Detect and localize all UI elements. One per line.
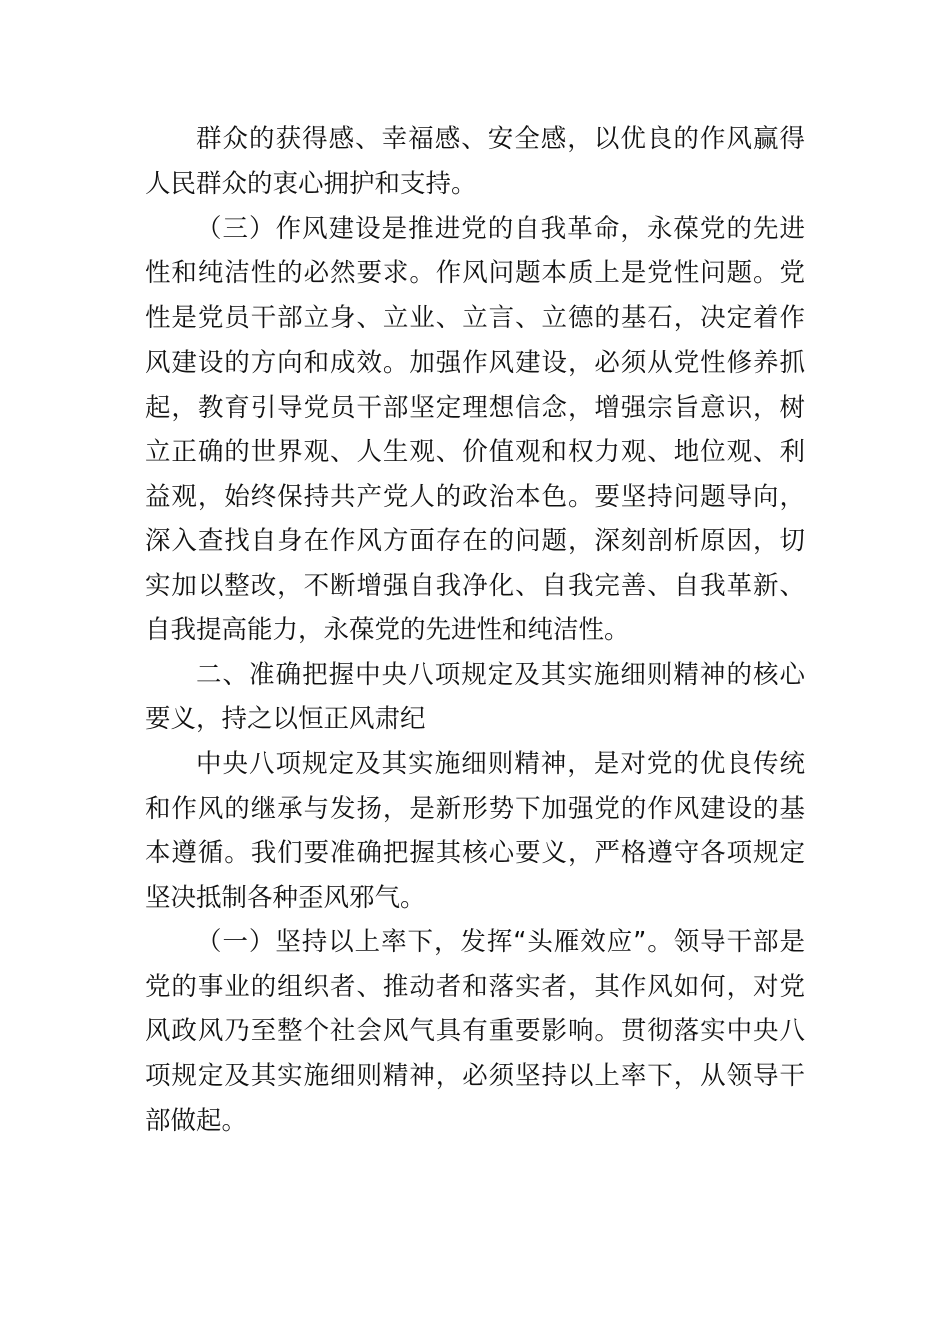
text-line: 坚决抵制各种歪风邪气。 <box>145 883 426 913</box>
text-line: （三）作风建设是推进党的自我革命，永葆党的先进 <box>196 214 805 244</box>
text-line: 和作风的继承与发扬，是新形势下加强党的作风建设的基 <box>145 794 805 824</box>
text-line: 部做起。 <box>145 1106 248 1136</box>
text-line: 群众的获得感、幸福感、安全感，以优良的作风赢得 <box>196 124 805 154</box>
text-line: 本遵循。我们要准确把握其核心要义，严格遵守各项规定 <box>145 838 805 868</box>
text-line: 中央八项规定及其实施细则精神，是对党的优良传统 <box>196 749 805 779</box>
section-heading-line: 二、准确把握中央八项规定及其实施细则精神的核心 <box>196 660 805 690</box>
text-line: 自我提高能力，永葆党的先进性和纯洁性。 <box>145 615 630 645</box>
text-line: 风建设的方向和成效。加强作风建设，必须从党性修养抓 <box>145 348 805 378</box>
text-line: 立正确的世界观、人生观、价值观和权力观、地位观、利 <box>145 437 805 467</box>
text-line: 人民群众的衷心拥护和支持。 <box>145 169 477 199</box>
text-line: 起，教育引导党员干部坚定理想信念，增强宗旨意识，树 <box>145 393 805 423</box>
text-line: 实加以整改，不断增强自我净化、自我完善、自我革新、 <box>145 571 805 601</box>
text-line: 益观，始终保持共产党人的政治本色。要坚持问题导向， <box>145 482 805 512</box>
text-line: 项规定及其实施细则精神，必须坚持以上率下，从领导干 <box>145 1061 805 1091</box>
section-heading-line: 要义，持之以恒正风肃纪 <box>145 704 426 734</box>
text-line: 党的事业的组织者、推动者和落实者，其作风如何，对党 <box>145 972 805 1002</box>
text-line: 深入查找自身在作风方面存在的问题，深刻剖析原因，切 <box>145 526 805 556</box>
text-line: 性和纯洁性的必然要求。作风问题本质上是党性问题。党 <box>145 258 805 288</box>
text-line: 风政风乃至整个社会风气具有重要影响。贯彻落实中央八 <box>145 1016 805 1046</box>
text-line: （一）坚持以上率下，发挥“头雁效应”。领导干部是 <box>196 927 805 957</box>
text-line: 性是党员干部立身、立业、立言、立德的基石，决定着作 <box>145 303 805 333</box>
